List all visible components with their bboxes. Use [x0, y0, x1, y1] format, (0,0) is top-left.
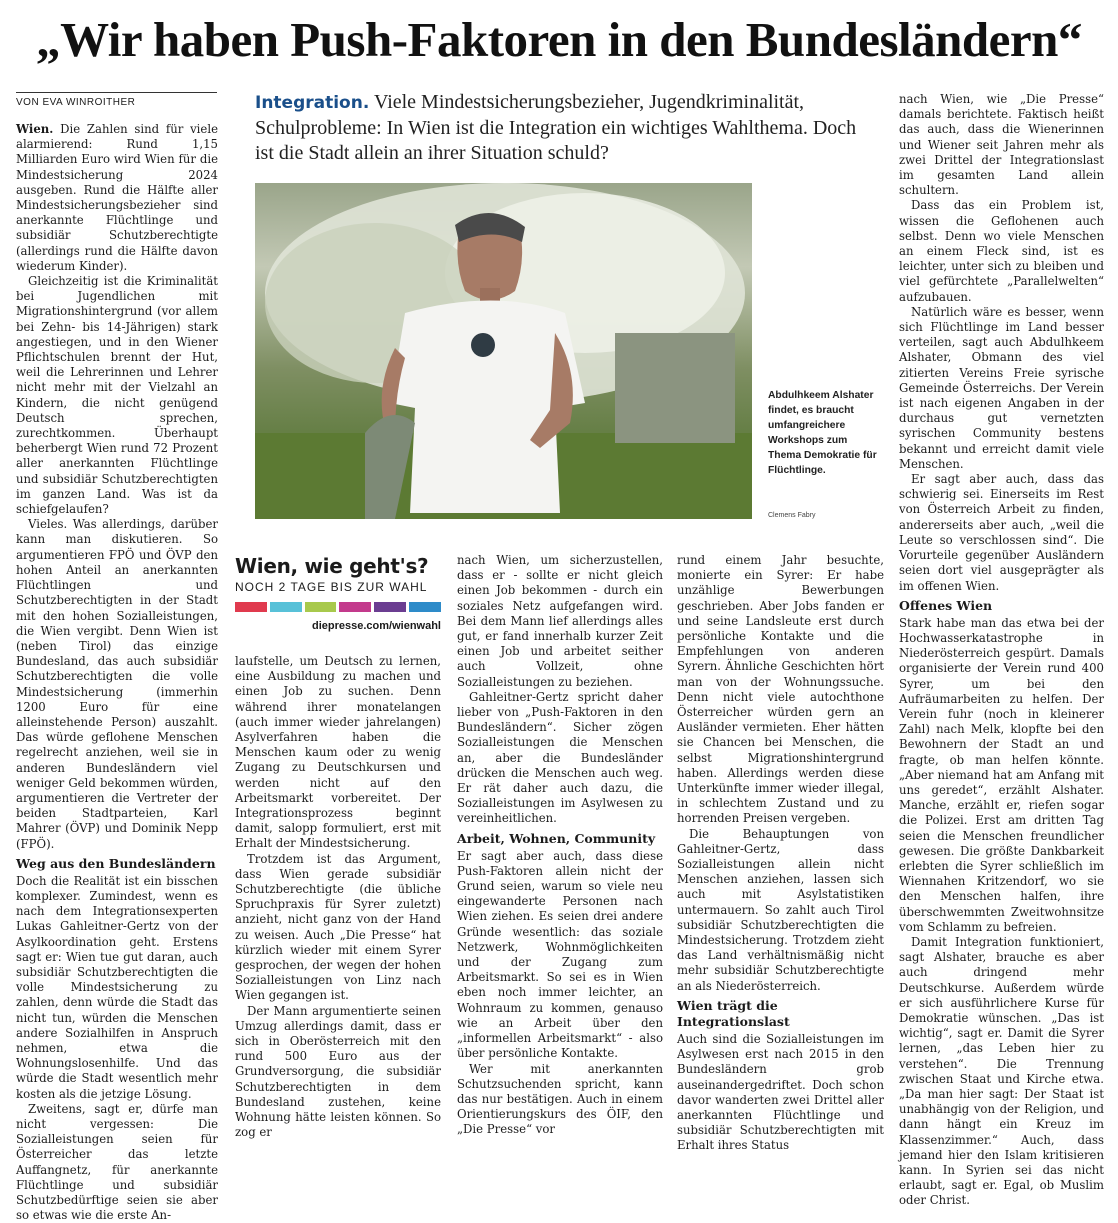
promo-color-segment [235, 602, 267, 612]
subheading: Wien trägt die Integrationslast [677, 997, 790, 1029]
paragraph: Die Behauptungen von Gahleitner-Gertz, dass Sozialleistungen allein nicht Menschen anziehen, lassen sich auch mit Asylstatistiken untermauern. So zahlt auch Tirol subsidiär Schutzberechtigten die Mindestsicherung. Trotzdem zieht das Land verhältnismäßig nicht mehr subsidiär Schutzberechtigte an als Niederösterreich. [677, 826, 884, 993]
paragraph: Er sagt aber auch, dass diese Push-Faktoren allein nicht der Grund seien, warum so viele neu eingewanderte Personen nach Wien ziehen. Es seien drei andere Gründe wesentlich: das soziale Netzwerk, Wohnmöglichkeiten und der Zugang zum Arbeitsmarkt. So sei es in Wien eben noch immer leichter, an Wohnraum zu kommen, genauso wie an Arbeit über den „informellen Arbeitsmarkt“ - also über persönliche Kontakte. [457, 848, 663, 1061]
paragraph: Er sagt aber auch, dass das schwierig sei. Einerseits im Rest von Österreich Arbeit zu finden, andererseits aber auch, „weil die Leute so verschlossen sind“. Die Vorurteile gegenüber Ausländern seien dort viel ausgeprägter als im offenen Wien. [899, 472, 1104, 593]
subheading: Arbeit, Wohnen, Community [457, 830, 656, 846]
promo-subtitle: NOCH 2 TAGE BIS ZUR WAHL [235, 580, 428, 594]
headline: „Wir haben Push-Faktoren in den Bundesländern“ [36, 12, 1082, 67]
column-1 [16, 122, 218, 1223]
promo-color-segment [339, 602, 371, 612]
promo-color-bar [235, 602, 441, 612]
paragraph: Wer mit anerkannten Schutzsuchenden spricht, kann das nur bestätigen. Auch in einem Orientierungskurs des ÖIF, den „Die Presse“ vor [457, 1061, 663, 1137]
column-2 [235, 654, 441, 1141]
paragraph: Stark habe man das etwa bei der Hochwasserkatastrophe in Niederösterreich gespürt. Damals organisierte der Verein rund 400 Syrer, um bei den Aufräumarbeiten zu helfen. Der Verein fuhr (noch in kleinerer Zahl) nach Melk, klopfte bei den Bewohnern der Stadt an und fragte, ob man helfen könnte. „Aber niemand hat am Anfang mit uns geredet“, erzählt Alshater. Manche, erzählt er, riefen sogar die Polizei. Erst am dritten Tag seien die Menschen freundlicher gewesen. Die größte Dankbarkeit erlebten die Syrer schließlich im Wiennahen Kritzendorf, wo sie den Menschen halfen, ihre überschwemmten Zweitwohnsitze vom Schlamm zu befreien. [899, 615, 1104, 934]
promo-title: Wien, wie geht's? [235, 554, 429, 578]
photo-illustration [255, 183, 752, 519]
election-promo[interactable] [235, 554, 441, 632]
paragraph: Gahleitner-Gertz spricht daher lieber von „Push-Faktoren in den Bundesländern“. Sicher zögen Sozialleistungen die Menschen an, aber die Bundesländer drücken die Menschen auch weg. Er rät daher auch dazu, die Sozialleistungen im Asylwesen zu vereinheitlichen. [457, 689, 663, 826]
paragraph: laufstelle, um Deutsch zu lernen, eine Ausbildung zu machen und einen Job zu suchen. Denn während ihrer monatelangen (auch immer wieder jahrelangen) Asylverfahren haben die Menschen kaum oder zu wenig Zugang zu Deutschkursen und werden nicht auf den Arbeitsmarkt vorbereitet. Der Integrationsprozess beginnt damit, salopp formuliert, erst mit Erhalt der Mindestsicherung. [235, 654, 441, 851]
article-photo [255, 183, 752, 519]
paragraph: Natürlich wäre es besser, wenn sich Flüchtlinge im Land besser verteilen, sagt auch Abdulhkeem Alshater, Obmann des viel zitierten Vereins Freie syrische Gemeinde Österreichs. Der Verein ist nach eigenen Angaben in der durchaus gut vernetzten syrischen Community bestens bekannt und erreicht damit viele Menschen. [899, 304, 1104, 471]
lead-kicker: Integration. [255, 93, 370, 113]
lead-text [255, 90, 880, 166]
paragraph: Auch sind die Sozialleistungen im Asylwesen erst nach 2015 in den Bundesländern grob auseinandergedriftet. Doch schon davor wanderten zwei Drittel aller anerkannten Flüchtlinge und subsidiär Schutzberechtigten mit Erhalt ihres Status [677, 1031, 884, 1153]
photo-caption: Abdulhkeem Alshater findet, es braucht umfangreichere Workshops zum Thema Demokratie für Flüchtlinge. [768, 390, 877, 476]
paragraph: Der Mann argumentierte seinen Umzug allerdings damit, dass er sich in Oberösterreich mit den rund 500 Euro aus der Grundversorgung, die subsidiär Schutzberechtigten in dem Bundesland zustehen, keine Wohnung hätte leisten können. So zog er [235, 1003, 441, 1140]
paragraph: Zweitens, sagt er, dürfe man nicht vergessen: Die Sozialleistungen seien für Österreicher das letzte Auffangnetz, für anerkannte Flüchtlinge und subsidiär Schutzbedürftige seien sie aber so etwas wie die erste An- [16, 1101, 218, 1223]
promo-color-segment [305, 602, 337, 612]
promo-link[interactable]: diepresse.com/wienwahl [312, 620, 441, 632]
promo-color-segment [270, 602, 302, 612]
byline: VON EVA WINROITHER [16, 92, 217, 108]
subheading: Weg aus den Bundesländern [16, 855, 216, 871]
column-5 [899, 92, 1104, 1209]
paragraph: Damit Integration funktioniert, sagt Alshater, brauche es aber auch dringend mehr Deutschkurse. Außerdem würde er sich ausführlichere Kurse für Demokratie wünschen. „Das ist wichtig“, sagt er. Damit die Syrer lernen, „das Leben hier zu verstehen“. Die Trennung zwischen Staat und Kirche etwa. „Da man hier sagt: Der Staat ist unabhängig von der Religion, und dann hängt ein Kreuz im Klassenzimmer.“ Auch, dass jemand hier den Islam kritisieren kann. In Syrien sei das nicht erlaubt, sagt er. Egal, ob Muslim oder Christ. [899, 934, 1104, 1208]
subheading: Offenes Wien [899, 597, 993, 613]
column-3 [457, 553, 663, 1138]
paragraph-text: Die Zahlen sind für viele alarmierend: Rund 1,15 Milliarden Euro wird Wien für die Mindestsicherung 2024 ausgeben. Rund die Hälfte aller Mindestsicherungsbezieher sind anerkannte Flüchtlinge und subsidiär Schutzberechtigte (allerdings rund die Hälfte davon wiederum Kinder). [16, 122, 218, 273]
paragraph: rund einem Jahr besuchte, monierte ein Syrer: Er habe unzählige Bewerbungen geschrieben. Aber Jobs fanden er und seine Landsleute erst durch persönliche Kontakte und die Empfehlungen von anderen Syrern. Ähnliche Geschichten hört man von der Wohnungssuche. Denn nicht viele autochthone Österreicher würden gern an Ausländer vermieten. Eher hätten sie Chancen bei Menschen, die selbst Migrationshintergrund haben. Allerdings werden diese Unterkünfte immer wieder illegal, in schlechtem Zustand und zu horrenden Preisen vergeben. [677, 553, 884, 826]
paragraph: Doch die Realität ist ein bisschen komplexer. Zumindest, wenn es nach dem Integrationsexperten Lukas Gahleitner-Gertz von der Asylkoordination geht. Erstens sagt er: Wien tue gut daran, auch subsidiär Schutzberechtigten die volle Mindestsicherung zu zahlen, denn würde die Stadt das nicht tun, würden die Menschen andere Sozialhilfen in Anspruch nehmen, etwa die Wohnungslosenhilfe. Und das würde die Stadt wesentlich mehr kosten als die jetzige Lösung. [16, 873, 218, 1101]
paragraph [16, 122, 218, 274]
paragraph: nach Wien, um sicherzustellen, dass er - sollte er nicht gleich einen Job bekommen - durch ein soziales Netz aufgefangen wird. Bei dem Mann lief allerdings alles gut, er fand innerhalb kurzer Zeit einen Job und arbeitet seither auch Vollzeit, ohne Sozialleistungen zu beziehen. [457, 553, 663, 689]
dateline: Wien. [16, 122, 54, 136]
lead-body: Viele Mindestsicherungsbezieher, Jugendkriminalität, Schulprobleme: In Wien ist die Integration ein wichtiges Wahlthema. Doch ist die Stadt allein an ihrer Situation schuld? [255, 91, 857, 164]
promo-color-segment [374, 602, 406, 612]
paragraph: Vieles. Was allerdings, darüber kann man diskutieren. So argumentieren FPÖ und ÖVP den hohen Anteil an anerkannten Flüchtlingen und Schutzberechtigten in der Stadt mit den hohen Sozialleistungen, die Wien vergibt. Denn Wien ist (neben Tirol) das einzige Bundesland, das auch subsidiär Schutzberechtigten die volle Mindestsicherung (immerhin 1200 Euro für eine alleinstehende Person) auszahlt. Das würde geflohene Menschen regelrecht anziehen, weil sie in anderen Bundesländern viel weniger Geld bekommen würden, argumentieren die Vertreter der beiden Stadtparteien, Karl Mahrer (ÖVP) und Dominik Nepp (FPÖ). [16, 517, 218, 851]
photo-credit: Clemens Fabry [768, 512, 816, 519]
paragraph: nach Wien, wie „Die Presse“ damals berichtete. Faktisch heißt das auch, dass die Wienerinnen und Wiener seit Jahren mehr als zwei Drittel der Integrationslast im gesamten Land allein schultern. [899, 92, 1104, 198]
paragraph: Trotzdem ist das Argument, dass Wien gerade subsidiär Schutzberechtigte (die übliche Spruchpraxis für Syrer zuletzt) anzieht, nicht ganz von der Hand zu weisen. Auch „Die Presse“ hat kürzlich wieder mit einem Syrer gesprochen, der wegen der hohen Sozialleistungen von Linz nach Wien gegangen ist. [235, 851, 441, 1003]
column-4 [677, 553, 884, 1154]
promo-color-segment [409, 602, 441, 612]
paragraph: Dass das ein Problem ist, wissen die Geflohenen auch selbst. Denn wo viele Menschen an einem Fleck sind, ist es leichter, unter sich zu bleiben und viel gefürchtete „Parallelwelten“ aufzubauen. [899, 198, 1104, 304]
paragraph: Gleichzeitig ist die Kriminalität bei Jugendlichen mit Migrationshintergrund (vor allem bei Zehn- bis 14-Jährigen) stark angestiegen, und in den Wiener Pflichtschulen brennt der Hut, weil die Lehrerinnen und Lehrer nicht mehr mit der Vielzahl an Kindern, die nicht genügend Deutsch sprechen, zurechtkommen. Überhaupt beherbergt Wien rund 72 Prozent aller anerkannten Flüchtlinge und subsidiär Schutzberechtigten im ganzen Land. Was ist da schiefgelaufen? [16, 274, 218, 517]
